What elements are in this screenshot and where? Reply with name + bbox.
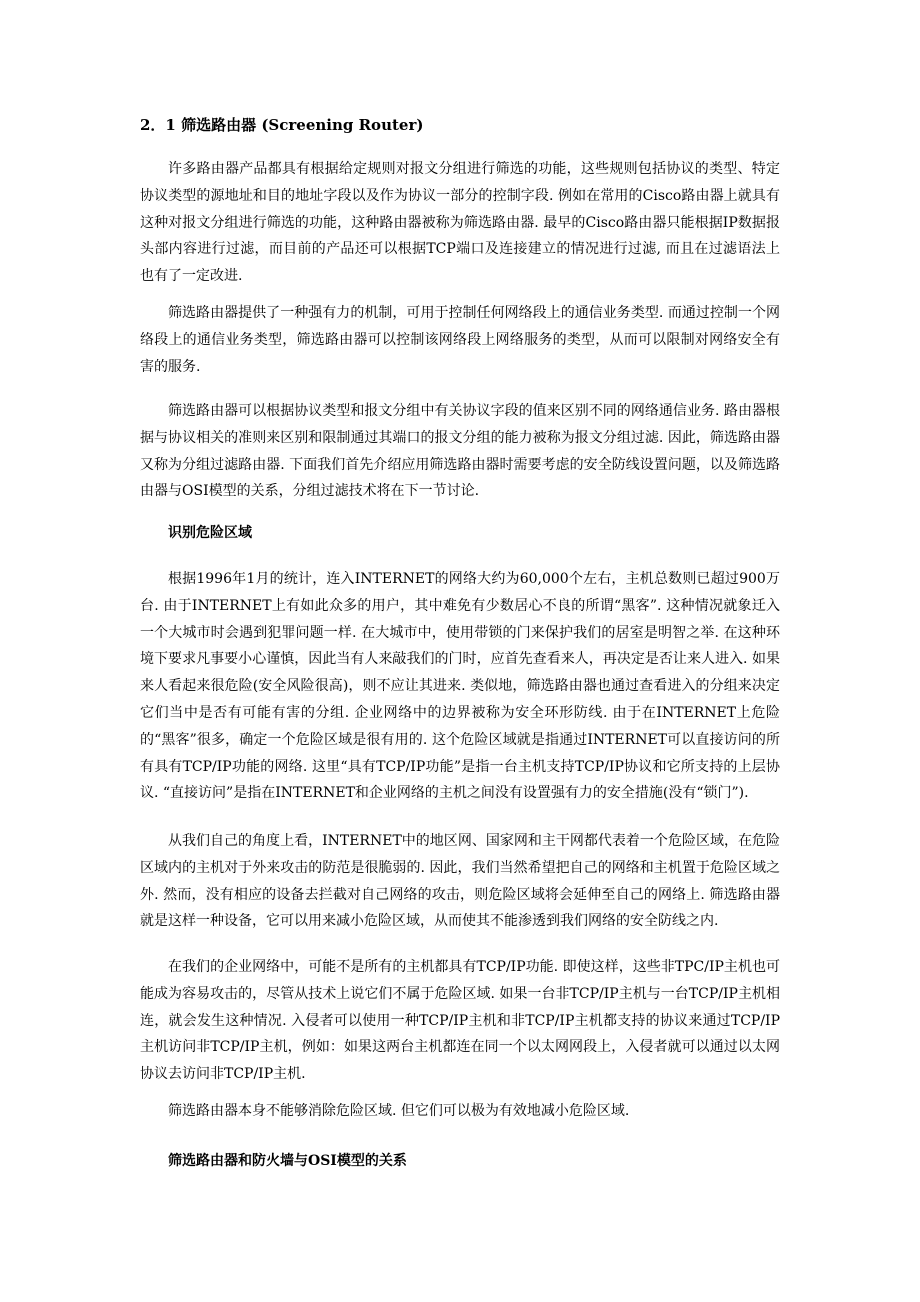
paragraph-internet-statistics: 根据1996年1月的统计，连入INTERNET的网络大约为60,000个左右，主机总数则已超过900万台. 由于INTERNET上有如此众多的用户，其中难免有少数居心不良的所谓“黑客”. 这种情况就象迁入一个大城市时会遇到犯罪问题一样. 在大城市中，使用带锁的门来保护我们的居室是明智之举. 在这种环境下要求凡事要小心谨慎，因此当有人来敲我们的门时，应首先查看来人，再决定是否让来人进入. 如果来人看起来很危险(安全风险很高)，则不应让其进来. 类似地，筛选路由器也通过查看进入的分组来决定它们当中是否有可能有害的分组. 企业网络中的边界被称为安全环形防线. 由于在INTERNET上危险的“黑客”很多，确定一个危险区域是很有用的. 这个危险区域就是指通过INTERNET可以直接访问的所有具有TCP/IP功能的网络. 这里“具有TCP/IP功能”是指一台主机支持TCP/IP协议和它所支持的上层协议. “直接访问”是指在INTERNET和企业网络的主机之间没有设置强有力的安全措施(没有“锁门”). [140,571,780,802]
section-title: 2．1 筛选路由器 (Screening Router) [140,116,424,134]
subheading-danger-zone: 识别危险区域 [168,525,252,541]
paragraph-mechanism: 筛选路由器提供了一种强有力的机制，可用于控制任何网络段上的通信业务类型. 而通过控制一个网络段上的通信业务类型，筛选路由器可以控制该网络段上网络服务的类型，从而可以限制对网络安全有害的服务. [140,305,780,375]
paragraph-non-tcpip-hosts: 在我们的企业网络中，可能不是所有的主机都具有TCP/IP功能. 即使这样，这些非TPC/IP主机也可能成为容易攻击的，尽管从技术上说它们不属于危险区域. 如果一台非TCP/IP主机与一台TCP/IP主机相连，就会发生这种情况. 入侵者可以使用一种TCP/IP主机和非TCP/IP主机都支持的协议来通过TCP/IP主机访问非TCP/IP主机，例如：如果这两台主机都连在同一个以太网网段上，入侵者就可以通过以太网协议去访问非TCP/IP主机. [140,959,780,1083]
paragraph-conclusion: 筛选路由器本身不能够消除危险区域. 但它们可以极为有效地减小危险区域. [168,1103,630,1119]
paragraph-own-perspective: 从我们自己的角度上看，INTERNET中的地区网、国家网和主干网都代表着一个危险区域，在危险区域内的主机对于外来攻击的防范是很脆弱的. 因此，我们当然希望把自己的网络和主机置于危险区域之外. 然而，没有相应的设备去拦截对自己网络的攻击，则危险区域将会延伸至自己的网络上. 筛选路由器就是这样一种设备，它可以用来减小危险区域，从而使其不能渗透到我们网络的安全防线之内. [140,833,780,930]
paragraph-intro: 许多路由器产品都具有根据给定规则对报文分组进行筛选的功能，这些规则包括协议的类型、特定协议类型的源地址和目的地址字段以及作为协议一部分的控制字段. 例如在常用的Cisco路由器上就具有这种对报文分组进行筛选的功能，这种路由器被称为筛选路由器. 最早的Cisco路由器只能根据IP数据报头部内容进行过滤，而目前的产品还可以根据TCP端口及连接建立的情况进行过滤, 而且在过滤语法上也有了一定改进. [140,161,780,285]
subheading-osi-model: 筛选路由器和防火墙与OSI模型的关系 [168,1153,407,1169]
paragraph-packet-filtering: 筛选路由器可以根据协议类型和报文分组中有关协议字段的值来区别不同的网络通信业务. 路由器根据与协议相关的准则来区别和限制通过其端口的报文分组的能力被称为报文分组过滤. 因此，筛选路由器又称为分组过滤路由器. 下面我们首先介绍应用筛选路由器时需要考虑的安全防线设置问题，以及筛选路由器与OSI模型的关系，分组过滤技术将在下一节讨论. [140,403,780,500]
